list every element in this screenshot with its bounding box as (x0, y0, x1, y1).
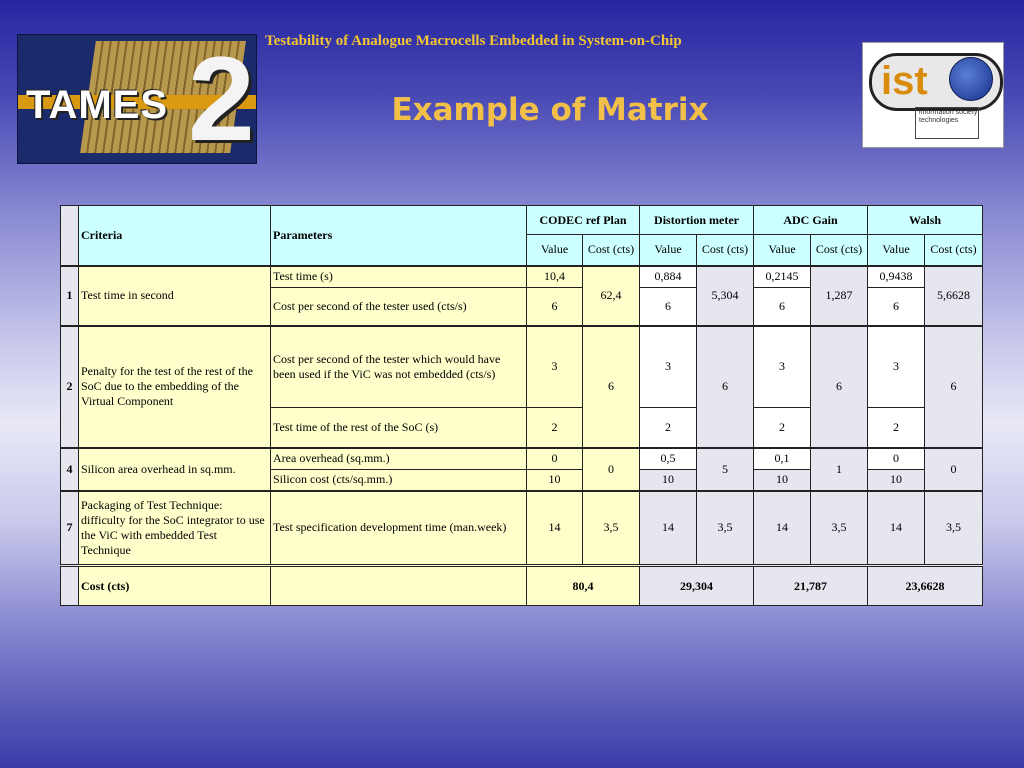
value-cell: 0,884 (640, 266, 697, 288)
cost-cell: 3,5 (811, 491, 868, 566)
parameter-cell: Test time of the rest of the SoC (s) (271, 408, 527, 448)
value-cell: 6 (754, 288, 811, 326)
criteria-cell: Test time in second (79, 266, 271, 326)
value-cell: 2 (640, 408, 697, 448)
slide-subtitle: Testability of Analogue Macrocells Embedded in System-on-Chip (265, 33, 682, 49)
total-parameter-cell (271, 566, 527, 606)
cost-cell: 3,5 (583, 491, 640, 566)
cost-cell: 62,4 (583, 266, 640, 326)
globe-icon (949, 57, 993, 101)
value-cell: 2 (868, 408, 925, 448)
cost-cell: 1,287 (811, 266, 868, 326)
value-cell: 6 (640, 288, 697, 326)
value-cell: 14 (640, 491, 697, 566)
total-walsh: 23,6628 (868, 566, 983, 606)
subheader-cost: Cost (cts) (925, 235, 983, 266)
cost-cell: 5,6628 (925, 266, 983, 326)
cost-matrix-table (60, 205, 983, 606)
parameter-cell: Area overhead (sq.mm.) (271, 448, 527, 470)
row-number: 1 (61, 266, 79, 326)
cost-cell: 6 (697, 326, 754, 448)
value-cell: 0 (868, 448, 925, 470)
value-cell: 0 (527, 448, 583, 470)
total-adc: 21,787 (754, 566, 868, 606)
header-group-codec: CODEC ref Plan (527, 206, 640, 235)
header-group-walsh: Walsh (868, 206, 983, 235)
criteria-cell: Silicon area overhead in sq.mm. (79, 448, 271, 491)
header-group-distortion: Distortion meter (640, 206, 754, 235)
subheader-value: Value (868, 235, 925, 266)
value-cell: 10 (754, 470, 811, 491)
subheader-cost: Cost (cts) (811, 235, 868, 266)
parameter-cell: Cost per second of the tester which would have been used if the ViC was not embedded (cts/s) (271, 326, 527, 408)
logo-word: TAMES (26, 83, 169, 127)
criteria-cell: Packaging of Test Technique: difficulty for the SoC integrator to use the ViC with embedded Test Technique (79, 491, 271, 566)
parameter-cell: Silicon cost (cts/sq.mm.) (271, 470, 527, 491)
cost-cell: 5,304 (697, 266, 754, 326)
logo-digit: 2 (188, 34, 255, 164)
value-cell: 14 (527, 491, 583, 566)
value-cell: 0,9438 (868, 266, 925, 288)
cost-cell: 3,5 (697, 491, 754, 566)
subheader-cost: Cost (cts) (583, 235, 640, 266)
header-parameters: Parameters (271, 206, 527, 266)
value-cell: 3 (640, 326, 697, 408)
parameter-cell: Test time (s) (271, 266, 527, 288)
value-cell: 14 (868, 491, 925, 566)
tames2-logo (17, 34, 257, 164)
value-cell: 3 (754, 326, 811, 408)
total-codec: 80,4 (527, 566, 640, 606)
cost-cell: 6 (583, 326, 640, 448)
total-distortion: 29,304 (640, 566, 754, 606)
value-cell: 10 (868, 470, 925, 491)
value-cell: 0,5 (640, 448, 697, 470)
ist-logo (862, 42, 1004, 148)
header-group-adc: ADC Gain (754, 206, 868, 235)
subheader-cost: Cost (cts) (697, 235, 754, 266)
value-cell: 10,4 (527, 266, 583, 288)
cost-cell: 0 (583, 448, 640, 491)
parameter-cell: Cost per second of the tester used (cts/s) (271, 288, 527, 326)
ist-word: ist (881, 59, 928, 103)
value-cell: 0,1 (754, 448, 811, 470)
subheader-value: Value (754, 235, 811, 266)
cost-cell: 6 (811, 326, 868, 448)
cost-cell: 1 (811, 448, 868, 491)
value-cell: 6 (527, 288, 583, 326)
header-num-cell (61, 206, 79, 266)
value-cell: 0,2145 (754, 266, 811, 288)
value-cell: 2 (527, 408, 583, 448)
value-cell: 6 (868, 288, 925, 326)
row-number: 2 (61, 326, 79, 448)
cost-cell: 3,5 (925, 491, 983, 566)
subheader-value: Value (640, 235, 697, 266)
cost-cell: 6 (925, 326, 983, 448)
cost-cell: 5 (697, 448, 754, 491)
subheader-value: Value (527, 235, 583, 266)
parameter-cell: Test specification development time (man.week) (271, 491, 527, 566)
value-cell: 10 (527, 470, 583, 491)
cost-cell: 0 (925, 448, 983, 491)
value-cell: 2 (754, 408, 811, 448)
value-cell: 3 (868, 326, 925, 408)
criteria-cell: Penalty for the test of the rest of the SoC due to the embedding of the Virtual Component (79, 326, 271, 448)
slide-title: Example of Matrix (391, 92, 709, 128)
total-label: Cost (cts) (79, 566, 271, 606)
value-cell: 10 (640, 470, 697, 491)
value-cell: 3 (527, 326, 583, 408)
row-number: 4 (61, 448, 79, 491)
value-cell: 14 (754, 491, 811, 566)
row-number: 7 (61, 491, 79, 566)
header-criteria: Criteria (79, 206, 271, 266)
total-num-cell (61, 566, 79, 606)
ist-tagline: information society technologies (919, 109, 978, 124)
